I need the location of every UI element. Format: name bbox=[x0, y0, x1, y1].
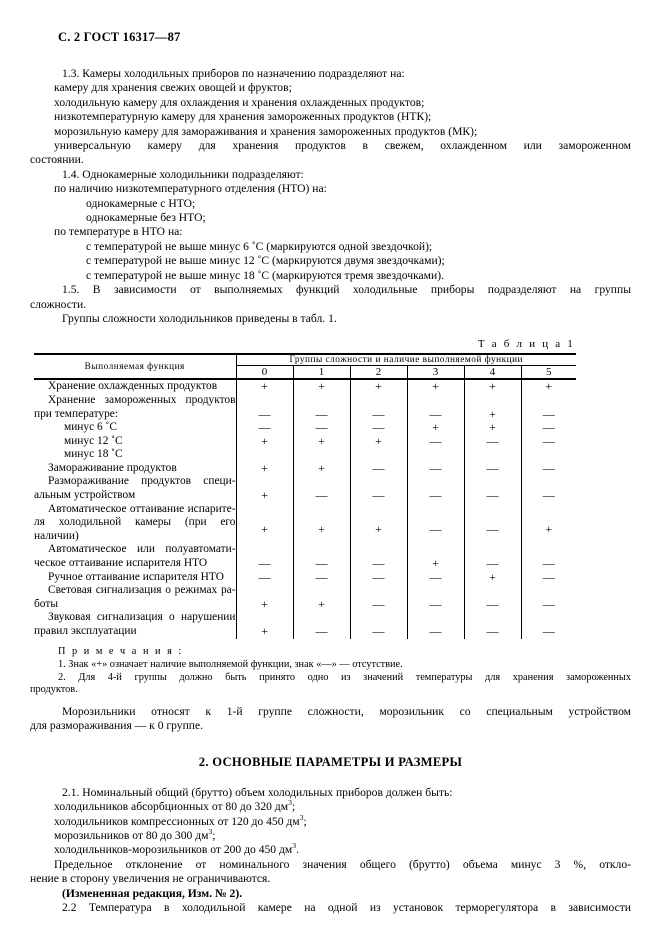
mark-value: — bbox=[429, 433, 442, 448]
table-notes bbox=[30, 646, 631, 697]
mark-value: — bbox=[429, 522, 442, 537]
clause-1-5-line-2: сложности. bbox=[30, 297, 87, 311]
mark-value: — bbox=[429, 624, 442, 638]
mark-value: + bbox=[261, 596, 268, 611]
row-mark bbox=[407, 584, 464, 611]
row-mark bbox=[350, 394, 407, 462]
header-group-0: 0 bbox=[236, 366, 293, 380]
row-mark bbox=[521, 394, 576, 462]
mark-value: — bbox=[542, 556, 555, 571]
clause-2-2-line-1: 2.2 Температура в холодильной камере на одной из установок терморегулятора в зависимости bbox=[62, 901, 631, 915]
mark-value: + bbox=[489, 379, 496, 394]
revision-note: (Измененная редакция, Изм. № 2). bbox=[62, 886, 243, 900]
row-mark bbox=[464, 611, 521, 638]
row-mark bbox=[293, 379, 350, 394]
table-row bbox=[34, 571, 576, 585]
row-mark bbox=[236, 503, 293, 544]
mark-value: + bbox=[318, 460, 325, 475]
mark-value: — bbox=[258, 420, 271, 435]
mark-value: + bbox=[261, 460, 268, 475]
item-text: морозильников от 80 до 300 дм bbox=[54, 829, 209, 842]
item-text: холодильников компрессионных от 120 до 450 дм bbox=[54, 814, 300, 828]
table-1-wrapper bbox=[34, 353, 576, 638]
clause-2-1-item-3 bbox=[30, 843, 631, 857]
clause-2-1-tail-line-1: Предельное отклонение от номинального значения общего (брутто) объема минус 3 %, откло- bbox=[54, 857, 631, 871]
mark-value: — bbox=[315, 420, 328, 435]
row-mark bbox=[350, 475, 407, 502]
mark-value: — bbox=[429, 569, 442, 584]
mark-value: — bbox=[315, 488, 328, 503]
clause-1-3-item-4-line-1: универсальную камеру для хранения продуктов в свежем, охлажденном или замороженном bbox=[54, 139, 631, 153]
clause-1-3 bbox=[30, 67, 631, 168]
row-label-line: правил эксплуатации bbox=[34, 625, 137, 637]
row-mark bbox=[293, 543, 350, 570]
mark-value: — bbox=[486, 556, 499, 571]
row-mark bbox=[521, 611, 576, 638]
cubic-superscript: 3 bbox=[208, 827, 213, 837]
mark-value: — bbox=[542, 420, 555, 435]
clause-2-1-item-1 bbox=[30, 812, 631, 829]
row-mark bbox=[521, 462, 576, 476]
row-label-line: Хранение замороженных продуктов bbox=[48, 393, 236, 406]
table-1 bbox=[34, 353, 576, 638]
row-label-line: Звуковая сигнализация о нарушении bbox=[48, 611, 236, 624]
row-mark bbox=[464, 543, 521, 570]
cubic-superscript: 3 bbox=[288, 798, 292, 808]
mark-value: + bbox=[318, 379, 325, 394]
mark-value: — bbox=[372, 596, 385, 611]
row-label bbox=[34, 571, 236, 585]
row-mark bbox=[407, 475, 464, 502]
row-mark bbox=[293, 394, 350, 462]
row-mark bbox=[350, 543, 407, 570]
mark-value: — bbox=[542, 624, 555, 638]
row-mark bbox=[350, 462, 407, 476]
mark-value: + bbox=[375, 433, 382, 448]
header-group-2: 2 bbox=[350, 366, 407, 380]
row-label bbox=[34, 462, 236, 476]
mark-value: — bbox=[542, 433, 555, 448]
mark-value: — bbox=[486, 488, 499, 503]
row-mark bbox=[293, 571, 350, 585]
table-row bbox=[34, 462, 576, 476]
row-mark bbox=[350, 571, 407, 585]
row-mark bbox=[236, 462, 293, 476]
mark-value: — bbox=[315, 569, 328, 584]
mark-value: — bbox=[372, 460, 385, 475]
header-function-col: Выполняемая функция bbox=[34, 354, 236, 379]
running-head: С. 2 ГОСТ 16317—87 bbox=[58, 30, 181, 44]
mark-value: — bbox=[429, 460, 442, 475]
row-mark bbox=[407, 462, 464, 476]
clause-2-1 bbox=[30, 786, 631, 916]
note-item-2-line-1: 2. Для 4-й группы должно быть принято одно из значений температуры для хранения замороженных bbox=[58, 671, 631, 683]
clause-1-4-sub2-lead: по температуре в НТО на: bbox=[54, 225, 183, 239]
mark-value: + bbox=[432, 556, 439, 571]
after-notes-paragraph bbox=[30, 705, 631, 734]
row-mark bbox=[521, 543, 576, 570]
row-label-line: Автоматическое оттаивание испарите- bbox=[48, 502, 236, 515]
mark-value: + bbox=[489, 406, 496, 421]
row-mark bbox=[521, 584, 576, 611]
row-mark bbox=[464, 475, 521, 502]
item-text: холодильников-морозильников от 200 до 450 дм bbox=[54, 843, 293, 857]
item-tail: . bbox=[296, 843, 299, 857]
row-mark bbox=[236, 379, 293, 394]
row-mark bbox=[407, 611, 464, 638]
row-label-line: ческое оттаивание испарителя НТО bbox=[34, 557, 208, 570]
row-label-line: минус 12 ˚С bbox=[64, 434, 123, 447]
after-notes-line-2: для размораживания — к 0 группе. bbox=[30, 719, 204, 733]
mark-value: — bbox=[258, 406, 271, 421]
item-tail: ; bbox=[291, 800, 296, 814]
clause-1-5-line-3: Группы сложности холодильников приведены в табл. 1. bbox=[62, 311, 337, 325]
mark-value: + bbox=[375, 379, 382, 394]
row-mark bbox=[464, 503, 521, 544]
row-label bbox=[34, 379, 236, 394]
mark-value: + bbox=[432, 420, 439, 435]
mark-value: + bbox=[545, 379, 553, 394]
mark-value: + bbox=[261, 433, 268, 448]
mark-value: + bbox=[261, 522, 268, 537]
row-mark bbox=[350, 584, 407, 611]
table-row bbox=[34, 611, 576, 638]
mark-value: — bbox=[372, 488, 385, 503]
clause-2-1-tail-line-2: нение в сторону увеличения не ограничиваются. bbox=[30, 872, 271, 886]
clause-1-4 bbox=[30, 168, 631, 283]
mark-value: — bbox=[486, 522, 499, 537]
clause-1-4-sub1-lead: по наличию низкотемпературного отделения (НТО) на: bbox=[54, 182, 327, 196]
row-mark bbox=[407, 543, 464, 570]
clause-1-3-item-4-line-2: состоянии. bbox=[30, 153, 84, 167]
mark-value: — bbox=[315, 406, 328, 421]
row-mark bbox=[236, 571, 293, 585]
clause-1-4-sub1-item-0: однокамерные с НТО; bbox=[86, 196, 196, 210]
row-mark bbox=[464, 379, 521, 394]
clause-1-5 bbox=[30, 283, 631, 326]
table-row bbox=[34, 475, 576, 502]
row-mark bbox=[236, 611, 293, 638]
row-label-line: боты bbox=[34, 597, 58, 610]
mark-value: + bbox=[261, 624, 268, 638]
mark-value: — bbox=[486, 433, 499, 448]
mark-value: + bbox=[489, 569, 496, 584]
clause-1-3-item-1: холодильную камеру для охлаждения и хранения охлажденных продуктов; bbox=[54, 95, 425, 109]
row-mark bbox=[521, 571, 576, 585]
row-label-line: при температуре: bbox=[34, 407, 119, 420]
mark-value: — bbox=[486, 596, 499, 611]
note-item-1: 1. Знак «+» означает наличие выполняемой функции, знак «—» — отсутствие. bbox=[58, 659, 403, 671]
section-2-heading: 2. ОСНОВНЫЕ ПАРАМЕТРЫ И РАЗМЕРЫ bbox=[198, 754, 463, 769]
row-label bbox=[34, 611, 236, 638]
notes-title: П р и м е ч а н и я : bbox=[58, 645, 184, 657]
row-label bbox=[34, 475, 236, 502]
table-row bbox=[34, 543, 576, 570]
mark-value: — bbox=[372, 624, 385, 638]
row-mark bbox=[464, 462, 521, 476]
clause-1-3-lead: 1.3. Камеры холодильных приборов по назначению подразделяют на: bbox=[62, 67, 405, 80]
item-text: холодильников абсорбционных от 80 до 320 дм bbox=[54, 800, 289, 814]
mark-value: — bbox=[429, 488, 442, 503]
row-mark bbox=[464, 394, 521, 462]
clause-1-4-sub2-item-1: с температурой не выше минус 12 ˚С (маркируются двумя звездочками); bbox=[86, 254, 445, 268]
mark-value: + bbox=[261, 488, 268, 503]
mark-value: — bbox=[372, 406, 385, 421]
row-mark bbox=[236, 584, 293, 611]
item-tail: ; bbox=[212, 829, 216, 842]
header-group-4: 4 bbox=[464, 366, 521, 380]
row-mark bbox=[407, 394, 464, 462]
row-mark bbox=[293, 584, 350, 611]
header-groups-span: Группы сложности и наличие выполняемой функции bbox=[236, 354, 576, 366]
row-label bbox=[34, 584, 236, 611]
table-row bbox=[34, 584, 576, 611]
clause-2-1-item-0 bbox=[30, 800, 631, 814]
row-label-line: альным устройством bbox=[34, 489, 136, 502]
row-mark bbox=[350, 503, 407, 544]
item-tail: ; bbox=[303, 814, 307, 828]
note-item-2-line-2: продуктов. bbox=[30, 684, 78, 696]
mark-value: — bbox=[542, 596, 555, 611]
mark-value: + bbox=[375, 522, 382, 537]
mark-value: — bbox=[542, 488, 555, 503]
mark-value: + bbox=[318, 433, 325, 448]
row-label-line: ля холодильной камеры (при его наличии) bbox=[34, 516, 236, 542]
row-mark bbox=[350, 379, 407, 394]
row-mark bbox=[293, 503, 350, 544]
row-mark bbox=[521, 503, 576, 544]
table-row bbox=[34, 379, 576, 394]
row-mark bbox=[464, 584, 521, 611]
mark-value: — bbox=[542, 406, 555, 421]
table-header-row-1 bbox=[34, 354, 576, 366]
row-mark bbox=[521, 475, 576, 502]
mark-value: + bbox=[489, 420, 496, 435]
clause-1-4-sub2-item-0: с температурой не выше минус 6 ˚С (маркируются одной звездочкой); bbox=[86, 239, 433, 253]
clause-1-3-item-0: камеру для хранения свежих овощей и фруктов; bbox=[54, 81, 292, 95]
row-mark bbox=[293, 462, 350, 476]
mark-value: + bbox=[318, 522, 325, 537]
after-notes-line-1: Морозильники относят к 1-й группе сложности, морозильник со специальным устройством bbox=[62, 704, 631, 718]
mark-value: — bbox=[542, 569, 555, 584]
row-mark bbox=[293, 475, 350, 502]
row-label-line: Замораживание продуктов bbox=[48, 461, 177, 474]
mark-value: — bbox=[429, 596, 442, 611]
row-mark bbox=[236, 394, 293, 462]
mark-value: + bbox=[261, 379, 268, 394]
mark-value: — bbox=[315, 624, 328, 638]
row-mark bbox=[464, 571, 521, 585]
row-label bbox=[34, 543, 236, 570]
mark-value: + bbox=[432, 379, 439, 394]
row-label-line: Световая сигнализация о режимах ра- bbox=[48, 584, 236, 597]
mark-value: + bbox=[318, 596, 325, 611]
clause-1-4-sub1-item-1: однокамерные без НТО; bbox=[86, 211, 206, 225]
row-mark bbox=[407, 571, 464, 585]
table-row bbox=[34, 394, 576, 462]
row-label-line: Хранение охлажденных продуктов bbox=[48, 380, 218, 393]
row-mark bbox=[350, 611, 407, 638]
clause-1-5-line-1: 1.5. В зависимости от выполняемых функций холодильные приборы подразделяют на группы bbox=[62, 283, 631, 297]
clause-1-3-item-3: морозильную камеру для замораживания и хранения замороженных продуктов (МК); bbox=[54, 124, 478, 138]
mark-value: — bbox=[372, 569, 385, 584]
row-label-line: Ручное оттаивание испарителя НТО bbox=[48, 570, 224, 583]
mark-value: — bbox=[429, 406, 442, 421]
clause-1-3-item-2: низкотемпературную камеру для хранения замороженных продуктов (НТК); bbox=[54, 110, 432, 124]
mark-value: + bbox=[545, 522, 553, 537]
cubic-superscript: 3 bbox=[299, 812, 304, 822]
clause-2-1-lead: 2.1. Номинальный общий (брутто) объем холодильных приборов должен быть: bbox=[62, 785, 453, 799]
row-label-line: минус 18 ˚С bbox=[64, 448, 123, 461]
cubic-superscript: 3 bbox=[292, 841, 297, 851]
row-label bbox=[34, 394, 236, 462]
header-group-3: 3 bbox=[407, 366, 464, 380]
mark-value: — bbox=[372, 420, 385, 435]
row-mark bbox=[407, 379, 464, 394]
row-mark bbox=[407, 503, 464, 544]
mark-value: — bbox=[315, 556, 328, 571]
mark-value: — bbox=[486, 624, 499, 638]
mark-value: — bbox=[258, 556, 271, 571]
header-group-5: 5 bbox=[521, 366, 576, 380]
mark-value: — bbox=[372, 556, 385, 571]
row-label-line: минус 6 ˚С bbox=[64, 421, 117, 434]
row-mark bbox=[236, 543, 293, 570]
clause-2-1-item-2 bbox=[30, 829, 631, 843]
row-mark bbox=[521, 379, 576, 394]
row-mark bbox=[236, 475, 293, 502]
row-label-line: Размораживание продуктов специ- bbox=[48, 475, 236, 488]
header-group-1: 1 bbox=[293, 366, 350, 380]
row-label-line: Автоматическое или полуавтомати- bbox=[48, 543, 236, 556]
mark-value: — bbox=[258, 569, 271, 584]
mark-value: — bbox=[542, 460, 555, 475]
row-label bbox=[34, 503, 236, 544]
table-row bbox=[34, 503, 576, 544]
clause-1-4-sub2-item-2: с температурой не выше минус 18 ˚С (маркируются тремя звездочками). bbox=[86, 268, 444, 282]
table-caption: Т а б л и ц а 1 bbox=[477, 338, 575, 351]
clause-1-4-lead: 1.4. Однокамерные холодильники подразделяют: bbox=[62, 167, 304, 181]
mark-value: — bbox=[486, 460, 499, 475]
row-mark bbox=[293, 611, 350, 638]
